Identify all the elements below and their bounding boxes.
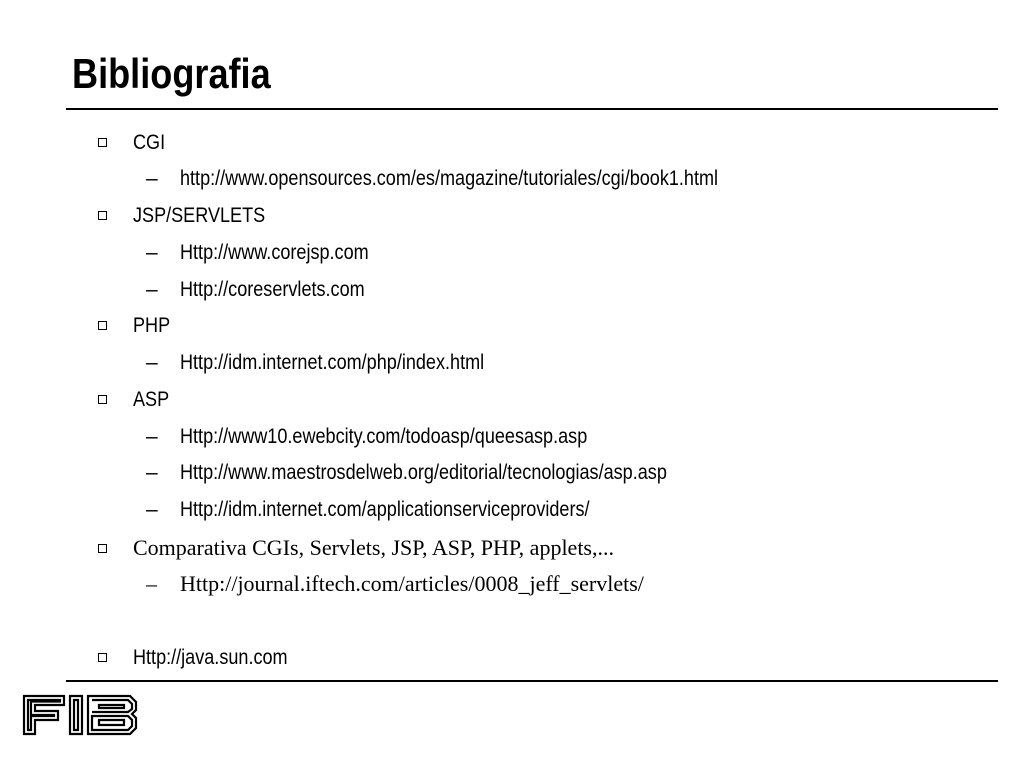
dash-marker: – — [146, 571, 157, 596]
sub-item-text: http://www.opensources.com/es/magazine/tutoriales/cgi/book1.html — [180, 167, 719, 190]
bullet-text: PHP — [133, 314, 171, 337]
sub-item-text: Http://www10.ewebcity.com/todoasp/queesasp.asp — [180, 425, 588, 448]
bullet-item-jsp-servlets — [98, 203, 287, 229]
dash-marker: – — [146, 351, 158, 374]
dash-marker: – — [146, 425, 158, 448]
square-bullet-icon — [98, 653, 107, 662]
sub-item-text: Http://www.maestrosdelweb.org/editorial/tecnologias/asp.asp — [180, 461, 667, 484]
bullet-text: Comparativa CGIs, Servlets, JSP, ASP, PHP, applets,... — [133, 535, 614, 560]
bullet-item-cgi — [98, 130, 170, 156]
sub-item-link[interactable] — [146, 166, 806, 192]
bullet-text: JSP/SERVLETS — [133, 204, 266, 227]
dash-marker: – — [146, 167, 158, 190]
bullet-item-comparativa — [98, 535, 614, 562]
dash-marker: – — [146, 278, 158, 301]
square-bullet-icon — [98, 544, 107, 553]
sub-item-link[interactable] — [146, 497, 656, 523]
sub-item-link[interactable] — [146, 571, 644, 598]
dash-marker: – — [146, 498, 158, 521]
dash-marker: – — [146, 461, 158, 484]
sub-item-link[interactable] — [146, 277, 395, 303]
fib-logo-icon — [20, 690, 140, 738]
footer-divider — [66, 680, 998, 682]
sub-item-link[interactable] — [146, 240, 399, 266]
square-bullet-icon — [98, 138, 107, 147]
bullet-item-asp — [98, 387, 175, 413]
slide-title: Bibliografia — [72, 50, 271, 97]
bullet-text: Http://java.sun.com — [133, 646, 288, 669]
bullet-text: CGI — [133, 131, 166, 154]
sub-item-text: Http://www.corejsp.com — [180, 241, 369, 264]
sub-item-text: Http://journal.iftech.com/articles/0008_jeff_servlets/ — [180, 571, 644, 596]
dash-marker: – — [146, 241, 158, 264]
square-bullet-icon — [98, 211, 107, 220]
bullet-text: ASP — [133, 388, 170, 411]
sub-item-link[interactable] — [146, 460, 746, 486]
sub-item-link[interactable] — [146, 350, 534, 376]
bullet-item-php — [98, 313, 176, 339]
sub-item-text: Http://coreservlets.com — [180, 278, 365, 301]
sub-item-text: Http://idm.internet.com/php/index.html — [180, 351, 485, 374]
square-bullet-icon — [98, 395, 107, 404]
sub-item-link[interactable] — [146, 424, 654, 450]
title-divider — [66, 108, 998, 110]
bullet-item-java-sun[interactable] — [98, 645, 313, 671]
sub-item-text: Http://idm.internet.com/applicationserviceproviders/ — [180, 498, 590, 521]
square-bullet-icon — [98, 321, 107, 330]
